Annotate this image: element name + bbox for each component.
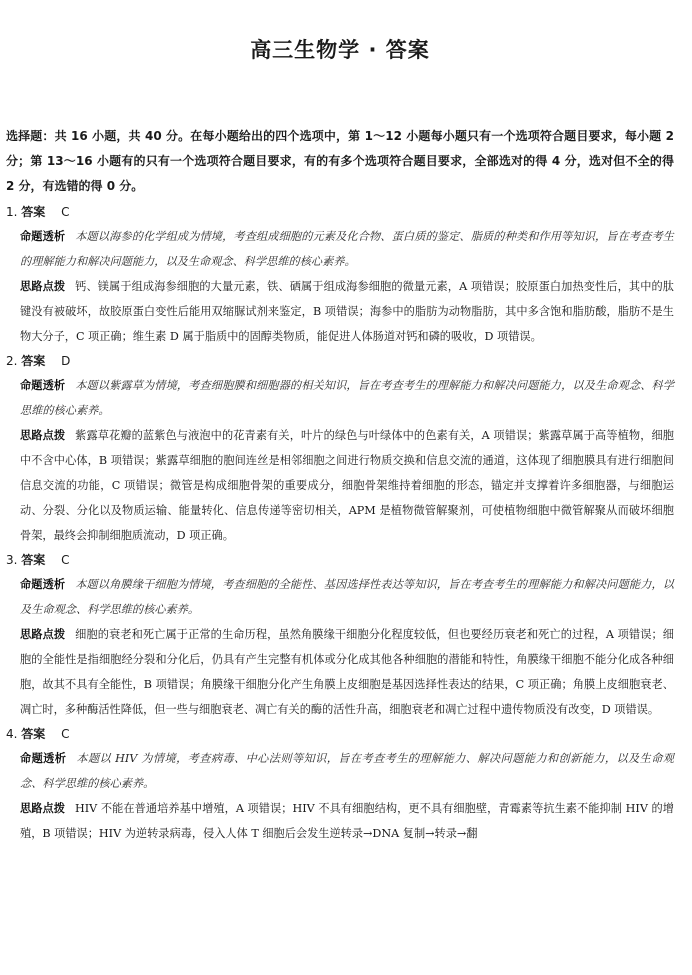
analysis-label: 命题透析 xyxy=(20,578,66,591)
hint-paragraph xyxy=(6,796,674,846)
question-4 xyxy=(6,722,674,846)
analysis-paragraph xyxy=(6,373,674,423)
answer-value: D xyxy=(61,354,71,368)
hint-text: 钙、镁属于组成海参细胞的大量元素，铁、硒属于组成海参细胞的微量元素，A 项错误；胶原蛋白加热变性后，其中的肽键没有被破坏，故胶原蛋白变性后能用双缩脲试剂来鉴定，B 项错误；海参中的脂肪为动物脂肪，其中多含饱和脂肪酸，脂肪不是生物大分子，C 项正确；维生素 D 属于脂质中的固醇类物质，能促进人体肠道对钙和磷的吸收，D 项错误。 xyxy=(20,280,674,343)
question-1 xyxy=(6,200,674,349)
answer-label: 答案 xyxy=(21,354,46,368)
analysis-text: 本题以紫露草为情境，考查细胞膜和细胞器的相关知识，旨在考查考生的理解能力和解决问题能力，以及生命观念、科学思维的核心素养。 xyxy=(20,379,674,417)
hint-label: 思路点拨 xyxy=(20,429,66,442)
analysis-label: 命题透析 xyxy=(20,379,66,392)
page-title: 高三生物学 · 答案 xyxy=(250,38,430,62)
analysis-text: 本题以角膜缘干细胞为情境，考查细胞的全能性、基因选择性表达等知识，旨在考查考生的理解能力和解决问题能力，以及生命观念、科学思维的核心素养。 xyxy=(20,578,674,616)
question-2 xyxy=(6,349,674,548)
analysis-label: 命题透析 xyxy=(20,752,67,765)
answer-label: 答案 xyxy=(21,553,46,567)
hint-text: HIV 不能在普通培养基中增殖，A 项错误；HIV 不具有细胞结构，更不具有细胞壁，青霉素等抗生素不能抑制 HIV 的增殖，B 项错误；HIV 为逆转录病毒，侵入人体 T 细胞后会发生逆转录→DNA 复制→转录→翻 xyxy=(20,802,674,840)
analysis-paragraph xyxy=(6,224,674,274)
answer-label: 答案 xyxy=(21,727,46,741)
analysis-text: 本题以海参的化学组成为情境，考查组成细胞的元素及化合物、蛋白质的鉴定、脂质的种类和作用等知识，旨在考查考生的理解能力和解决问题能力，以及生命观念、科学思维的核心素养。 xyxy=(20,230,674,268)
answer-value: C xyxy=(61,205,70,219)
question-3 xyxy=(6,548,674,722)
hint-text: 细胞的衰老和死亡属于正常的生命历程，虽然角膜缘干细胞分化程度较低，但也要经历衰老和死亡的过程，A 项错误；细胞的全能性是指细胞经分裂和分化后，仍具有产生完整有机体或分化成其他各种细胞的潜能和特性，角膜缘干细胞不能分化成各种细胞，故其不具有全能性，B 项错误；角膜缘干细胞分化产生角膜上皮细胞是基因选择性表达的结果，C 项正确；角膜上皮细胞衰老、凋亡时，多种酶活性降低，但一些与细胞衰老、凋亡有关的酶的活性升高，细胞衰老和凋亡过程中遗传物质没有改变，D 项错误。 xyxy=(20,628,674,716)
analysis-paragraph xyxy=(6,746,674,796)
section-instructions: 选择题：共 16 小题，共 40 分。在每小题给出的四个选项中，第 1～12 小题每小题只有一个选项符合题目要求，每小题 2 分；第 13～16 小题有的只有一个选项符合题目要求，有的有多个选项符合题目要求，全部选对的得 4 分，选对但不全的得 2 分，有选错的得 0 分。 xyxy=(6,129,674,193)
answer-line xyxy=(6,548,674,572)
hint-paragraph xyxy=(6,622,674,722)
hint-text: 紫露草花瓣的蓝紫色与液泡中的花青素有关，叶片的绿色与叶绿体中的色素有关，A 项错误；紫露草属于高等植物，细胞中不含中心体，B 项错误；紫露草细胞的胞间连丝是相邻细胞之间进行物质交换和信息交流的通道，这体现了细胞膜具有进行细胞间信息交流的功能，C 项错误；微管是构成细胞骨架的重要成分，细胞骨架维持着细胞的形态，锚定并支撑着许多细胞器，与细胞运动、分裂、分化以及物质运输、能量转化、信息传递等密切相关，APM 是植物微管解聚剂，可使植物细胞中微管解聚从而破坏细胞骨架，最终会抑制细胞质流动，D 项正确。 xyxy=(20,429,674,542)
answer-line xyxy=(6,349,674,373)
hint-label: 思路点拨 xyxy=(20,280,66,293)
hint-label: 思路点拨 xyxy=(20,628,66,641)
hint-label: 思路点拨 xyxy=(20,802,65,815)
answer-label: 答案 xyxy=(21,205,46,219)
answer-value: C xyxy=(61,553,70,567)
question-number: 1. xyxy=(6,205,18,219)
question-number: 2. xyxy=(6,354,18,368)
question-number: 4. xyxy=(6,727,18,741)
answer-value: C xyxy=(61,727,70,741)
question-number: 3. xyxy=(6,553,18,567)
answer-line xyxy=(6,200,674,224)
analysis-paragraph xyxy=(6,572,674,622)
analysis-label: 命题透析 xyxy=(20,230,66,243)
hint-paragraph xyxy=(6,274,674,349)
hint-paragraph xyxy=(6,423,674,548)
answer-line xyxy=(6,722,674,746)
analysis-text: 本题以 HIV 为情境，考查病毒、中心法则等知识，旨在考查考生的理解能力、解决问题能力和创新能力，以及生命观念、科学思维的核心素养。 xyxy=(20,752,674,790)
